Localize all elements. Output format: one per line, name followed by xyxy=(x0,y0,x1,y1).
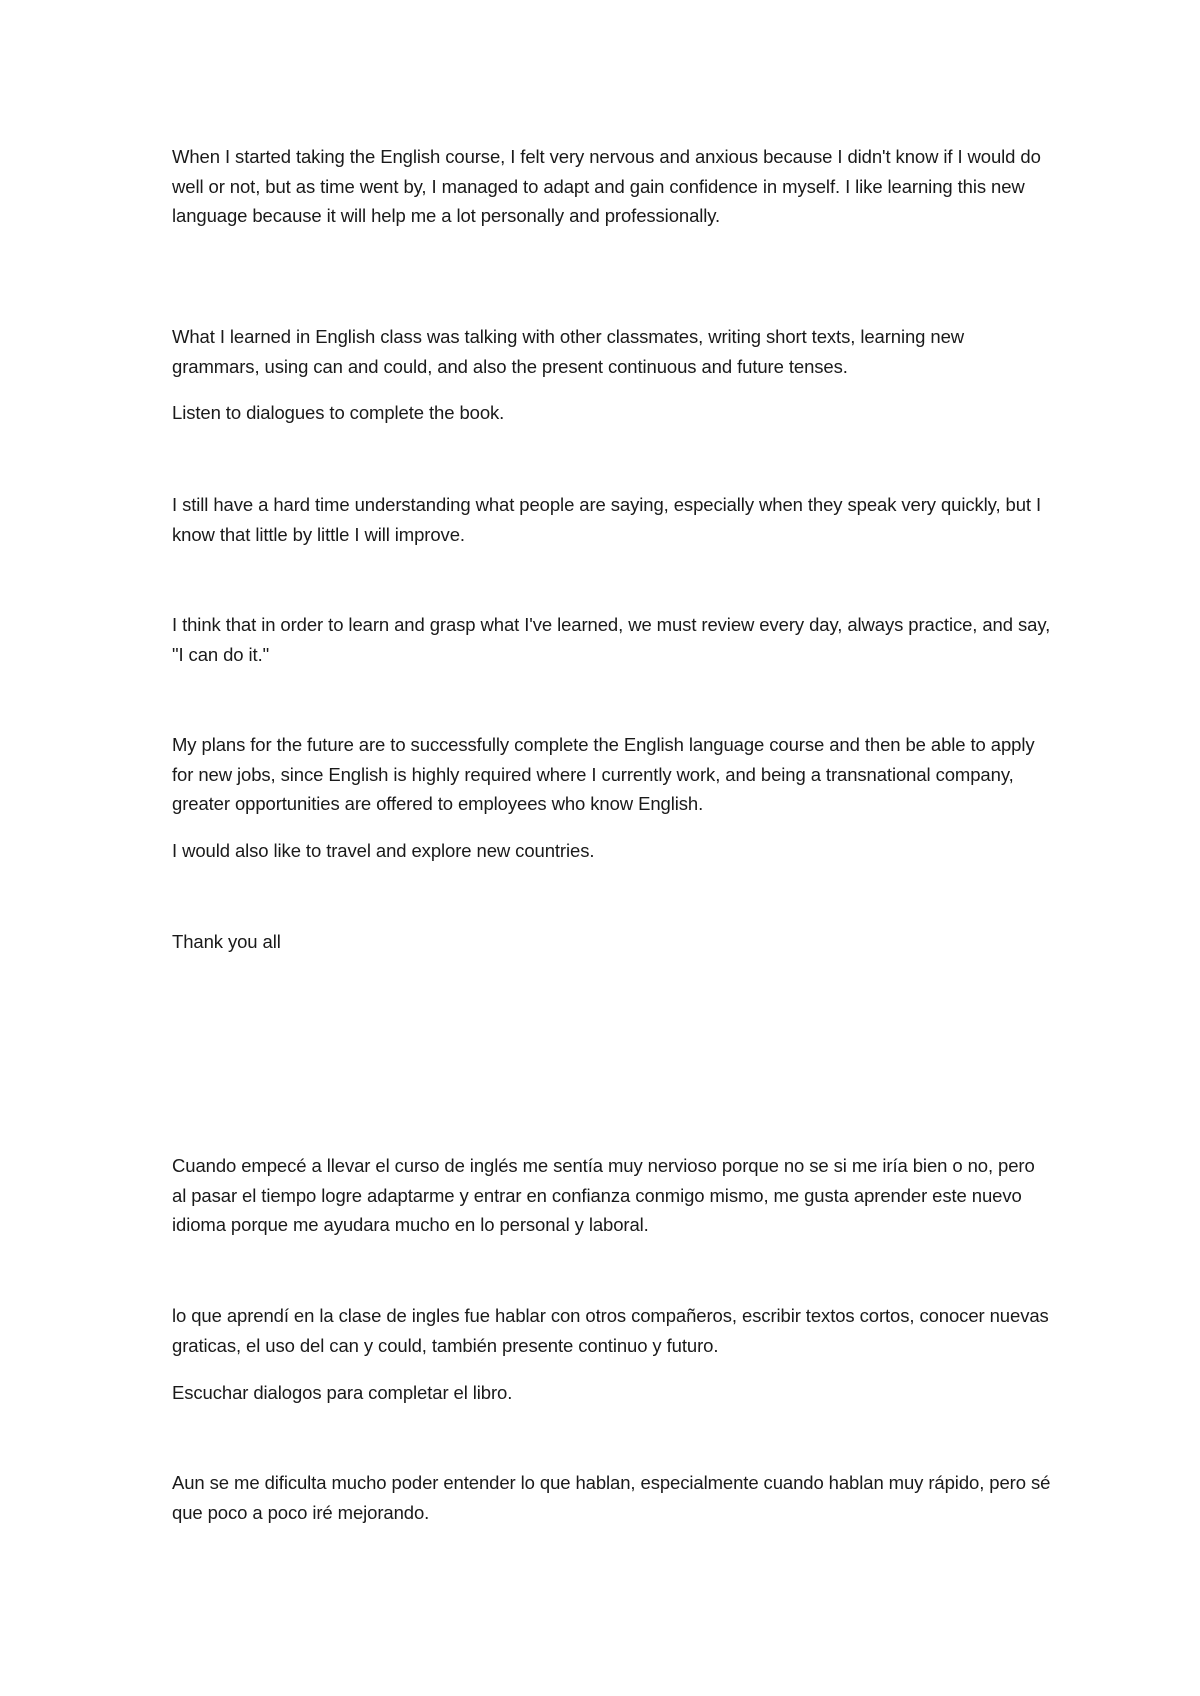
paragraph-hard-time: I still have a hard time understanding what people are saying, especially when they speak very quickly, but I know that little by little I will improve. xyxy=(172,494,1042,545)
paragraph-course-start: When I started taking the English course, I felt very nervous and anxious because I didn't know if I would do well or not, but as time went by, I managed to adapt and gain confidence in myself. I like learning this new language because it will help me a lot personally and professionally. xyxy=(172,146,1041,226)
paragraph-future-plans: My plans for the future are to successfully complete the English language course and then be able to apply for new jobs, since English is highly required where I currently work, and being a transnational company, greater opportunities are offered to employees who know English. xyxy=(172,734,1035,814)
paragraph-thank-you: Thank you all xyxy=(172,931,281,952)
paragraph-escuchar-dialogos: Escuchar dialogos para completar el libro. xyxy=(172,1382,513,1403)
paragraph-travel: I would also like to travel and explore new countries. xyxy=(172,840,595,861)
paragraph-what-learned: What I learned in English class was talking with other classmates, writing short texts, learning new grammars, using can and could, and also the present continuous and future tenses. xyxy=(172,326,965,377)
paragraph-cuando-empece: Cuando empecé a llevar el curso de inglés me sentía muy nervioso porque no se si me iría bien o no, pero al pasar el tiempo logre adaptarme y entrar en confianza conmigo mismo, me gusta aprender este nuevo idioma porque me ayudara mucho en lo personal y laboral. xyxy=(172,1155,1035,1235)
paragraph-listen-dialogues: Listen to dialogues to complete the book. xyxy=(172,402,505,423)
paragraph-lo-que-aprendi: lo que aprendí en la clase de ingles fue hablar con otros compañeros, escribir textos cortos, conocer nuevas graticas, el uso del can y could, también presente continuo y futuro. xyxy=(172,1305,1049,1356)
paragraph-aun-se-me-dificulta: Aun se me dificulta mucho poder entender lo que hablan, especialmente cuando hablan muy rápido, pero sé que poco a poco iré mejorando. xyxy=(172,1472,1051,1523)
paragraph-review-daily: I think that in order to learn and grasp what I've learned, we must review every day, always practice, and say, "I can do it." xyxy=(172,614,1051,665)
